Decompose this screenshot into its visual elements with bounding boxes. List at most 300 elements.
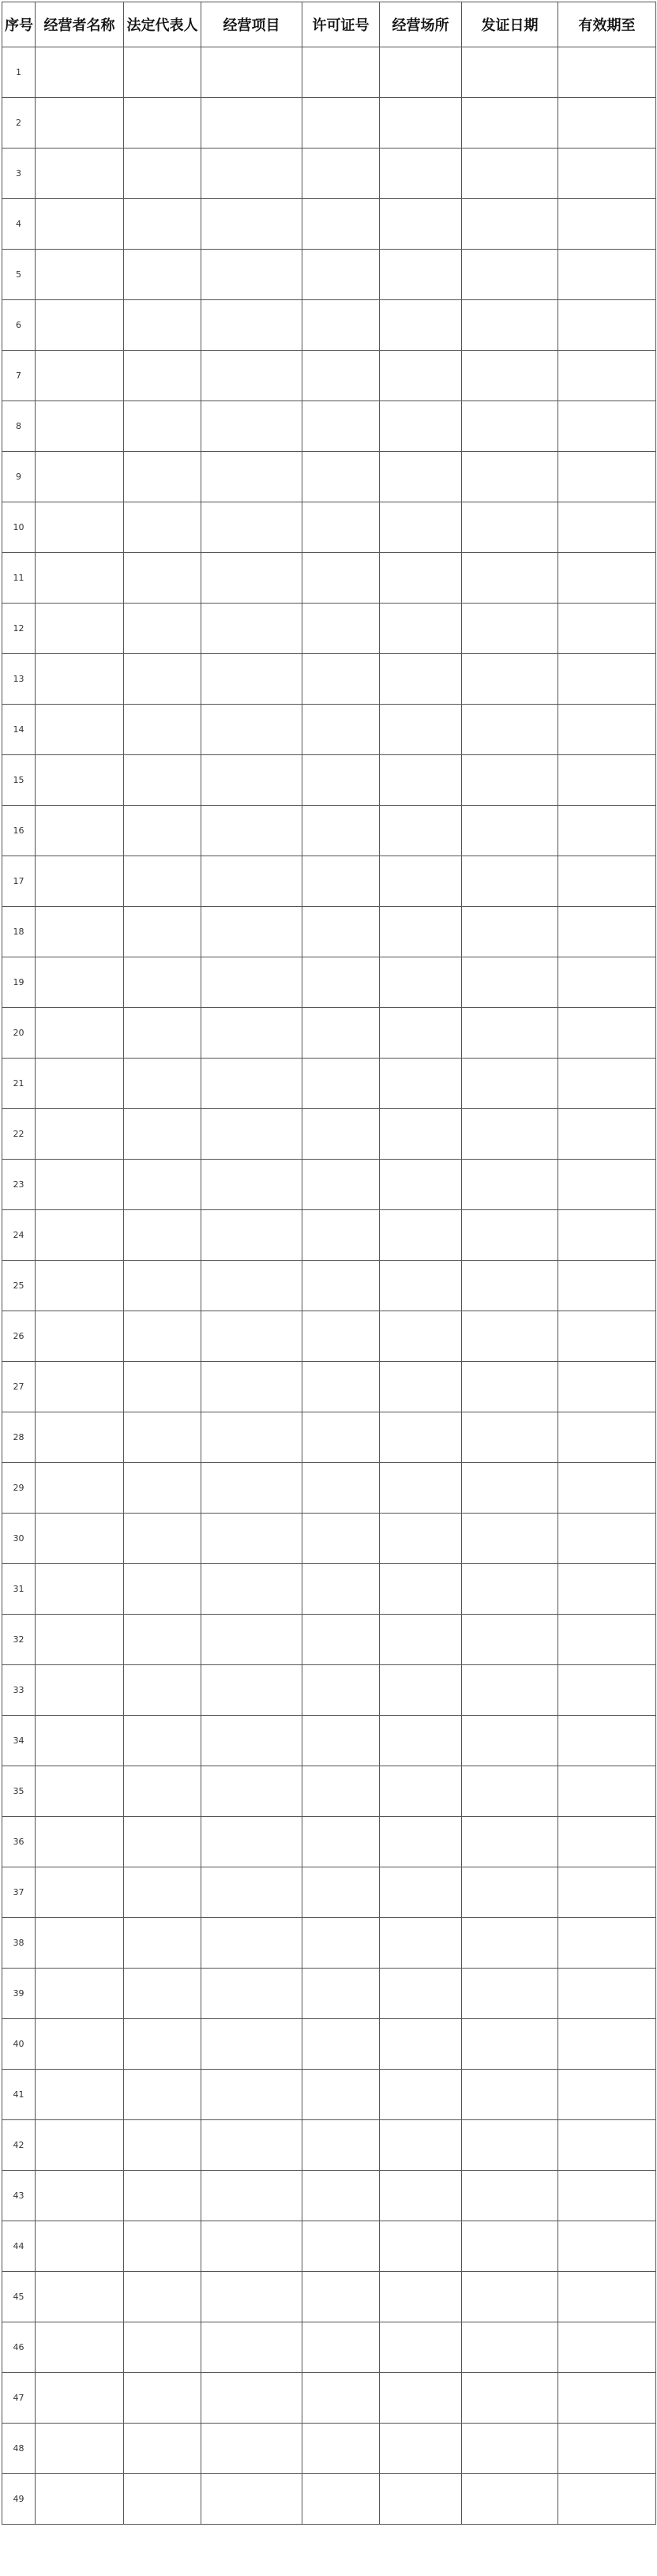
cell-license-number <box>302 1766 380 1817</box>
cell-issue-date <box>462 1867 558 1918</box>
cell-license-number <box>302 1362 380 1412</box>
cell-no: 29 <box>2 1463 36 1514</box>
cell-operator-name <box>36 98 124 149</box>
cell-expiry-date <box>558 1867 656 1918</box>
cell-operator-name <box>36 2070 124 2120</box>
cell-legal-rep <box>124 1362 201 1412</box>
cell-business-scope <box>201 1008 302 1059</box>
cell-address <box>380 806 462 856</box>
cell-license-number <box>302 1160 380 1210</box>
cell-business-scope <box>201 705 302 755</box>
table-row <box>2 654 656 705</box>
cell-expiry-date <box>558 1210 656 1261</box>
cell-legal-rep <box>124 856 201 907</box>
cell-legal-rep <box>124 806 201 856</box>
cell-expiry-date <box>558 1362 656 1412</box>
cell-legal-rep <box>124 250 201 300</box>
cell-operator-name <box>36 705 124 755</box>
cell-issue-date <box>462 1008 558 1059</box>
cell-issue-date <box>462 2070 558 2120</box>
cell-expiry-date <box>558 2171 656 2221</box>
cell-no: 7 <box>2 351 36 401</box>
cell-expiry-date <box>558 2272 656 2322</box>
table-row <box>2 2171 656 2221</box>
cell-operator-name <box>36 250 124 300</box>
cell-license-number <box>302 2373 380 2424</box>
cell-address <box>380 1059 462 1109</box>
cell-address <box>380 2171 462 2221</box>
cell-issue-date <box>462 1059 558 1109</box>
cell-license-number <box>302 705 380 755</box>
cell-legal-rep <box>124 199 201 250</box>
cell-address <box>380 654 462 705</box>
cell-address <box>380 2474 462 2525</box>
cell-expiry-date <box>558 957 656 1008</box>
cell-legal-rep <box>124 604 201 654</box>
table-row <box>2 1160 656 1210</box>
cell-address <box>380 856 462 907</box>
cell-business-scope <box>201 1867 302 1918</box>
cell-business-scope <box>201 1362 302 1412</box>
cell-no: 43 <box>2 2171 36 2221</box>
cell-address <box>380 2373 462 2424</box>
cell-issue-date <box>462 2272 558 2322</box>
cell-no: 2 <box>2 98 36 149</box>
cell-license-number <box>302 856 380 907</box>
cell-expiry-date <box>558 2070 656 2120</box>
cell-address <box>380 1817 462 1867</box>
cell-operator-name <box>36 1362 124 1412</box>
cell-legal-rep <box>124 1514 201 1564</box>
table-row <box>2 2373 656 2424</box>
cell-expiry-date <box>558 553 656 604</box>
table-row <box>2 1867 656 1918</box>
cell-operator-name <box>36 1008 124 1059</box>
cell-no: 45 <box>2 2272 36 2322</box>
table-row <box>2 2221 656 2272</box>
cell-business-scope <box>201 2171 302 2221</box>
table-row <box>2 2424 656 2474</box>
cell-no: 49 <box>2 2474 36 2525</box>
cell-issue-date <box>462 452 558 502</box>
cell-no: 1 <box>2 47 36 98</box>
cell-no: 4 <box>2 199 36 250</box>
cell-license-number <box>302 47 380 98</box>
cell-operator-name <box>36 553 124 604</box>
header-address: 经营场所 <box>380 2 462 47</box>
cell-expiry-date <box>558 1109 656 1160</box>
cell-license-number <box>302 1210 380 1261</box>
cell-business-scope <box>201 2474 302 2525</box>
cell-operator-name <box>36 1463 124 1514</box>
table-row <box>2 1261 656 1311</box>
cell-license-number <box>302 1311 380 1362</box>
cell-operator-name <box>36 806 124 856</box>
cell-license-number <box>302 654 380 705</box>
cell-address <box>380 1463 462 1514</box>
cell-issue-date <box>462 654 558 705</box>
cell-expiry-date <box>558 1969 656 2019</box>
cell-operator-name <box>36 907 124 957</box>
cell-issue-date <box>462 1918 558 1969</box>
cell-business-scope <box>201 1918 302 1969</box>
cell-no: 38 <box>2 1918 36 1969</box>
cell-license-number <box>302 907 380 957</box>
cell-operator-name <box>36 351 124 401</box>
cell-operator-name <box>36 2373 124 2424</box>
table-row <box>2 1969 656 2019</box>
cell-legal-rep <box>124 2120 201 2171</box>
cell-expiry-date <box>558 1665 656 1716</box>
cell-license-number <box>302 2272 380 2322</box>
table-row <box>2 604 656 654</box>
cell-issue-date <box>462 199 558 250</box>
cell-address <box>380 1160 462 1210</box>
cell-expiry-date <box>558 1615 656 1665</box>
cell-business-scope <box>201 2373 302 2424</box>
header-scope: 经营项目 <box>201 2 302 47</box>
cell-no: 16 <box>2 806 36 856</box>
cell-expiry-date <box>558 2019 656 2070</box>
cell-operator-name <box>36 2322 124 2373</box>
cell-no: 13 <box>2 654 36 705</box>
cell-business-scope <box>201 1716 302 1766</box>
header-name: 经营者名称 <box>36 2 124 47</box>
cell-no: 41 <box>2 2070 36 2120</box>
cell-license-number <box>302 2221 380 2272</box>
cell-address <box>380 1008 462 1059</box>
cell-address <box>380 199 462 250</box>
table-row <box>2 149 656 199</box>
cell-no: 35 <box>2 1766 36 1817</box>
cell-license-number <box>302 806 380 856</box>
cell-operator-name <box>36 452 124 502</box>
cell-operator-name <box>36 502 124 553</box>
cell-expiry-date <box>558 1716 656 1766</box>
header-issue: 发证日期 <box>462 2 558 47</box>
cell-legal-rep <box>124 1564 201 1615</box>
cell-business-scope <box>201 149 302 199</box>
cell-expiry-date <box>558 250 656 300</box>
cell-business-scope <box>201 755 302 806</box>
cell-legal-rep <box>124 1766 201 1817</box>
cell-address <box>380 1969 462 2019</box>
cell-legal-rep <box>124 1867 201 1918</box>
cell-license-number <box>302 1867 380 1918</box>
cell-expiry-date <box>558 1412 656 1463</box>
table-row <box>2 199 656 250</box>
cell-business-scope <box>201 47 302 98</box>
cell-expiry-date <box>558 199 656 250</box>
cell-issue-date <box>462 1665 558 1716</box>
cell-no: 48 <box>2 2424 36 2474</box>
cell-legal-rep <box>124 47 201 98</box>
cell-address <box>380 47 462 98</box>
cell-legal-rep <box>124 1261 201 1311</box>
cell-no: 17 <box>2 856 36 907</box>
cell-no: 20 <box>2 1008 36 1059</box>
cell-no: 25 <box>2 1261 36 1311</box>
table-row <box>2 2474 656 2525</box>
cell-license-number <box>302 1564 380 1615</box>
cell-operator-name <box>36 1109 124 1160</box>
cell-issue-date <box>462 806 558 856</box>
cell-expiry-date <box>558 452 656 502</box>
cell-issue-date <box>462 1817 558 1867</box>
cell-business-scope <box>201 199 302 250</box>
cell-address <box>380 502 462 553</box>
table-row <box>2 553 656 604</box>
cell-business-scope <box>201 1109 302 1160</box>
cell-expiry-date <box>558 1008 656 1059</box>
cell-license-number <box>302 1514 380 1564</box>
cell-issue-date <box>462 2120 558 2171</box>
cell-license-number <box>302 1817 380 1867</box>
cell-expiry-date <box>558 806 656 856</box>
cell-operator-name <box>36 1514 124 1564</box>
cell-address <box>380 957 462 1008</box>
cell-operator-name <box>36 1766 124 1817</box>
cell-issue-date <box>462 2322 558 2373</box>
cell-no: 23 <box>2 1160 36 1210</box>
cell-legal-rep <box>124 1918 201 1969</box>
cell-issue-date <box>462 401 558 452</box>
cell-expiry-date <box>558 654 656 705</box>
cell-operator-name <box>36 755 124 806</box>
cell-operator-name <box>36 957 124 1008</box>
cell-issue-date <box>462 1514 558 1564</box>
cell-no: 44 <box>2 2221 36 2272</box>
cell-no: 31 <box>2 1564 36 1615</box>
cell-license-number <box>302 1008 380 1059</box>
cell-legal-rep <box>124 1412 201 1463</box>
license-table <box>2 2 656 2525</box>
cell-business-scope <box>201 553 302 604</box>
cell-expiry-date <box>558 1311 656 1362</box>
cell-no: 15 <box>2 755 36 806</box>
cell-expiry-date <box>558 1514 656 1564</box>
cell-legal-rep <box>124 2272 201 2322</box>
cell-business-scope <box>201 856 302 907</box>
cell-no: 5 <box>2 250 36 300</box>
cell-operator-name <box>36 300 124 351</box>
cell-issue-date <box>462 705 558 755</box>
table-row <box>2 755 656 806</box>
cell-issue-date <box>462 300 558 351</box>
cell-license-number <box>302 502 380 553</box>
cell-issue-date <box>462 1412 558 1463</box>
table-row <box>2 300 656 351</box>
cell-business-scope <box>201 401 302 452</box>
cell-expiry-date <box>558 1261 656 1311</box>
cell-no: 40 <box>2 2019 36 2070</box>
cell-legal-rep <box>124 98 201 149</box>
table-row <box>2 1766 656 1817</box>
cell-expiry-date <box>558 604 656 654</box>
table-row <box>2 1918 656 1969</box>
cell-operator-name <box>36 1918 124 1969</box>
cell-issue-date <box>462 1261 558 1311</box>
cell-operator-name <box>36 1261 124 1311</box>
cell-issue-date <box>462 1463 558 1514</box>
cell-issue-date <box>462 502 558 553</box>
cell-license-number <box>302 1059 380 1109</box>
cell-license-number <box>302 957 380 1008</box>
cell-no: 36 <box>2 1817 36 1867</box>
cell-no: 27 <box>2 1362 36 1412</box>
cell-issue-date <box>462 553 558 604</box>
table-row <box>2 2120 656 2171</box>
cell-operator-name <box>36 2019 124 2070</box>
cell-operator-name <box>36 1210 124 1261</box>
cell-no: 34 <box>2 1716 36 1766</box>
cell-no: 47 <box>2 2373 36 2424</box>
cell-expiry-date <box>558 1766 656 1817</box>
cell-license-number <box>302 351 380 401</box>
cell-address <box>380 2322 462 2373</box>
table-row <box>2 1311 656 1362</box>
cell-issue-date <box>462 1716 558 1766</box>
cell-address <box>380 755 462 806</box>
cell-business-scope <box>201 1059 302 1109</box>
cell-issue-date <box>462 2373 558 2424</box>
cell-issue-date <box>462 1564 558 1615</box>
cell-license-number <box>302 452 380 502</box>
cell-license-number <box>302 1412 380 1463</box>
cell-address <box>380 604 462 654</box>
cell-license-number <box>302 98 380 149</box>
header-no: 序号 <box>2 2 36 47</box>
cell-expiry-date <box>558 300 656 351</box>
cell-legal-rep <box>124 2373 201 2424</box>
cell-business-scope <box>201 1463 302 1514</box>
table-row <box>2 351 656 401</box>
cell-address <box>380 1109 462 1160</box>
cell-issue-date <box>462 149 558 199</box>
table-row <box>2 907 656 957</box>
cell-business-scope <box>201 654 302 705</box>
cell-legal-rep <box>124 1160 201 1210</box>
cell-address <box>380 1615 462 1665</box>
table-row <box>2 2019 656 2070</box>
cell-no: 28 <box>2 1412 36 1463</box>
cell-operator-name <box>36 856 124 907</box>
table-row <box>2 1665 656 1716</box>
cell-issue-date <box>462 2019 558 2070</box>
cell-business-scope <box>201 2322 302 2373</box>
cell-expiry-date <box>558 2373 656 2424</box>
cell-legal-rep <box>124 2171 201 2221</box>
cell-business-scope <box>201 1817 302 1867</box>
cell-expiry-date <box>558 1918 656 1969</box>
cell-no: 42 <box>2 2120 36 2171</box>
cell-expiry-date <box>558 47 656 98</box>
cell-operator-name <box>36 604 124 654</box>
header-license: 许可证号 <box>302 2 380 47</box>
cell-no: 6 <box>2 300 36 351</box>
cell-license-number <box>302 149 380 199</box>
cell-legal-rep <box>124 1817 201 1867</box>
cell-operator-name <box>36 1311 124 1362</box>
cell-legal-rep <box>124 1059 201 1109</box>
cell-legal-rep <box>124 2322 201 2373</box>
cell-issue-date <box>462 604 558 654</box>
cell-business-scope <box>201 1311 302 1362</box>
cell-business-scope <box>201 2120 302 2171</box>
table-row <box>2 1817 656 1867</box>
cell-no: 3 <box>2 149 36 199</box>
cell-operator-name <box>36 654 124 705</box>
cell-issue-date <box>462 755 558 806</box>
cell-license-number <box>302 2424 380 2474</box>
cell-issue-date <box>462 1766 558 1817</box>
cell-license-number <box>302 1969 380 2019</box>
cell-legal-rep <box>124 1665 201 1716</box>
cell-legal-rep <box>124 2070 201 2120</box>
cell-no: 21 <box>2 1059 36 1109</box>
cell-expiry-date <box>558 755 656 806</box>
table-row <box>2 250 656 300</box>
cell-business-scope <box>201 300 302 351</box>
cell-expiry-date <box>558 1463 656 1514</box>
cell-business-scope <box>201 957 302 1008</box>
cell-address <box>380 1766 462 1817</box>
cell-issue-date <box>462 98 558 149</box>
cell-no: 24 <box>2 1210 36 1261</box>
table-row <box>2 1109 656 1160</box>
cell-legal-rep <box>124 1109 201 1160</box>
cell-no: 14 <box>2 705 36 755</box>
cell-address <box>380 2424 462 2474</box>
cell-operator-name <box>36 1716 124 1766</box>
cell-business-scope <box>201 604 302 654</box>
cell-operator-name <box>36 1665 124 1716</box>
cell-operator-name <box>36 149 124 199</box>
table-row <box>2 2070 656 2120</box>
cell-business-scope <box>201 1615 302 1665</box>
cell-legal-rep <box>124 705 201 755</box>
table-row <box>2 401 656 452</box>
cell-expiry-date <box>558 2322 656 2373</box>
cell-address <box>380 250 462 300</box>
cell-legal-rep <box>124 2221 201 2272</box>
cell-operator-name <box>36 47 124 98</box>
cell-business-scope <box>201 806 302 856</box>
cell-address <box>380 1261 462 1311</box>
cell-operator-name <box>36 199 124 250</box>
cell-expiry-date <box>558 705 656 755</box>
cell-legal-rep <box>124 300 201 351</box>
cell-license-number <box>302 2019 380 2070</box>
cell-issue-date <box>462 250 558 300</box>
cell-operator-name <box>36 1160 124 1210</box>
cell-license-number <box>302 1463 380 1514</box>
cell-issue-date <box>462 1210 558 1261</box>
cell-address <box>380 98 462 149</box>
cell-license-number <box>302 2120 380 2171</box>
cell-expiry-date <box>558 351 656 401</box>
table-row <box>2 1008 656 1059</box>
cell-business-scope <box>201 250 302 300</box>
cell-business-scope <box>201 1160 302 1210</box>
cell-business-scope <box>201 2019 302 2070</box>
table-row <box>2 502 656 553</box>
cell-business-scope <box>201 2221 302 2272</box>
cell-business-scope <box>201 2272 302 2322</box>
cell-address <box>380 2019 462 2070</box>
table-row <box>2 957 656 1008</box>
cell-business-scope <box>201 502 302 553</box>
